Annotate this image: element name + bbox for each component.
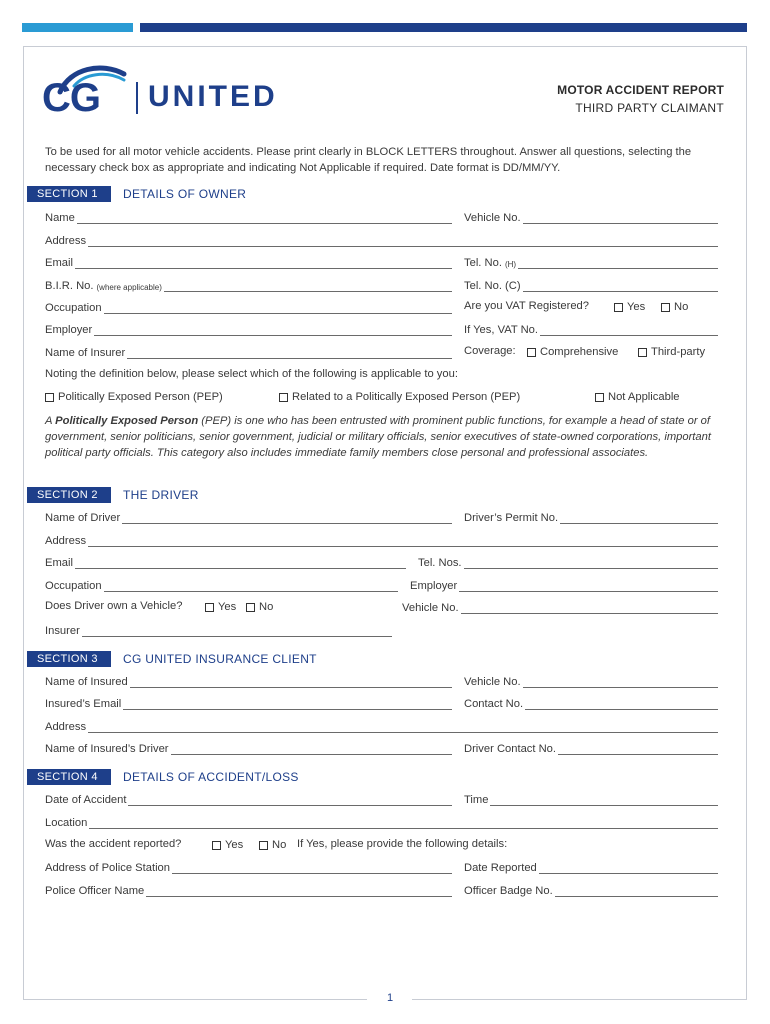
intro-instructions: To be used for all motor vehicle accidents. Please print clearly in BLOCK LETTERS throughout. Answer all questions, selecting the necessary check box as appropriate and indicating Not Applicable if required. Date format is DD/MM/YY. xyxy=(45,146,692,174)
reported-no-box[interactable] xyxy=(259,841,268,850)
logo-divider xyxy=(136,82,138,114)
coverage-comprehensive-checkbox[interactable] xyxy=(527,345,618,359)
pep-option-related-label: Related to a Politically Exposed Person (PEP) xyxy=(292,391,521,403)
driver-occupation-label: Occupation xyxy=(45,580,102,592)
pep-def-rest: (PEP) is one who has been entrusted with prominent public functions, for example a head of state or of government, senior politicians, senior government, judicial or military officials, senior executives of state-owned corporations, important political party officials. This category also includes immediate family members close personal and professional associates. xyxy=(45,415,711,459)
driver-employer-field[interactable] xyxy=(410,578,718,592)
insured-email-label: Insured’s Email xyxy=(45,698,122,710)
driver-email-line[interactable] xyxy=(75,559,406,569)
owner-address-field[interactable] xyxy=(45,233,718,247)
driver-insurer-label: Insurer xyxy=(45,625,80,637)
coverage-third-party-label: Third-party xyxy=(651,346,706,358)
section-4-title: DETAILS OF ACCIDENT/LOSS xyxy=(123,770,299,784)
coverage-third-party-checkbox[interactable] xyxy=(638,345,705,359)
logo-united: UNITED xyxy=(148,80,278,113)
driver-tel-label: Tel. Nos. xyxy=(418,557,462,569)
reported-no-checkbox[interactable] xyxy=(259,838,286,852)
officer-badge-field[interactable] xyxy=(464,883,718,897)
owner-employer-label: Employer xyxy=(45,324,93,336)
officer-badge-label: Officer Badge No. xyxy=(464,885,553,897)
logo-cg: CG xyxy=(42,76,100,120)
driver-email-label: Email xyxy=(45,557,73,569)
owner-vat-no-line[interactable] xyxy=(540,326,718,336)
pep-option-na-label: Not Applicable xyxy=(608,391,680,403)
driver-address-line[interactable] xyxy=(88,537,718,547)
pep-def-bold: Politically Exposed Person xyxy=(55,415,199,427)
owner-email-label: Email xyxy=(45,257,73,269)
pep-option-na-checkbox[interactable] xyxy=(595,390,680,404)
pep-option-related-box[interactable] xyxy=(279,393,288,402)
reported-yes-label: Yes xyxy=(225,839,244,851)
pep-option-pep-box[interactable] xyxy=(45,393,54,402)
accident-time-line[interactable] xyxy=(490,796,718,806)
owner-insurer-field[interactable] xyxy=(45,345,452,359)
owner-tel-c-field[interactable] xyxy=(464,278,718,292)
owner-name-label: Name xyxy=(45,212,75,224)
accident-location-field[interactable] xyxy=(45,815,718,829)
owner-vat-no-label: If Yes, VAT No. xyxy=(464,324,538,336)
driver-employer-label: Employer xyxy=(410,580,458,592)
owner-insurer-label: Name of Insurer xyxy=(45,347,126,359)
driver-address-label: Address xyxy=(45,535,87,547)
owner-tel-h-field[interactable] xyxy=(464,255,718,269)
driver-tel-field[interactable] xyxy=(418,555,718,569)
driver-occupation-line[interactable] xyxy=(104,582,398,592)
driver-name-label: Name of Driver xyxy=(45,512,121,524)
owner-insurer-line[interactable] xyxy=(127,349,452,359)
section-3-tag: SECTION 3 xyxy=(27,651,111,667)
vat-yes-label: Yes xyxy=(627,301,646,313)
accident-date-label: Date of Accident xyxy=(45,794,127,806)
accident-date-line[interactable] xyxy=(128,796,452,806)
pep-option-pep-checkbox[interactable] xyxy=(45,390,223,404)
owner-tel-h-small: (H) xyxy=(504,260,517,269)
insured-driver-name-field[interactable] xyxy=(45,741,452,755)
footer-divider-left xyxy=(23,999,367,1000)
owner-tel-c-label: Tel. No. (C) xyxy=(464,280,521,292)
owner-vehicle-no-label: Vehicle No. xyxy=(464,212,521,224)
owner-name-line[interactable] xyxy=(77,214,452,224)
driver-permit-line[interactable] xyxy=(560,514,718,524)
driver-email-field[interactable] xyxy=(45,555,406,569)
owner-vat-no-field[interactable] xyxy=(464,322,718,336)
insured-email-line[interactable] xyxy=(123,700,452,710)
owner-bir-small: (where applicable) xyxy=(96,283,162,292)
owner-occupation-field[interactable] xyxy=(45,300,452,314)
owner-bir-field[interactable] xyxy=(45,278,452,292)
insured-vehicle-no-label: Vehicle No. xyxy=(464,676,521,688)
section-2-title: THE DRIVER xyxy=(123,488,199,502)
insured-name-line[interactable] xyxy=(130,678,452,688)
police-station-label: Address of Police Station xyxy=(45,862,170,874)
owner-name-field[interactable] xyxy=(45,210,452,224)
accident-date-field[interactable] xyxy=(45,792,452,806)
owner-email-line[interactable] xyxy=(75,259,452,269)
insured-address-label: Address xyxy=(45,721,87,733)
insured-contact-no-line[interactable] xyxy=(525,700,718,710)
page-number: 1 xyxy=(386,992,394,1004)
insured-contact-no-field[interactable] xyxy=(464,696,718,710)
owner-tel-c-line[interactable] xyxy=(523,282,718,292)
insured-driver-contact-field[interactable] xyxy=(464,741,718,755)
driver-name-field[interactable] xyxy=(45,510,452,524)
insured-driver-name-line[interactable] xyxy=(171,745,452,755)
vat-question: Are you VAT Registered? xyxy=(464,300,589,312)
reported-details-prompt: If Yes, please provide the following details: xyxy=(297,838,508,850)
driver-employer-line[interactable] xyxy=(459,582,718,592)
top-accent-bar-light xyxy=(22,23,133,32)
driver-vehicle-no-line[interactable] xyxy=(461,604,718,614)
section-1-tag: SECTION 1 xyxy=(27,186,111,202)
driver-vehicle-no-label: Vehicle No. xyxy=(402,602,459,614)
pep-prompt: Noting the definition below, please select which of the following is applicable to you: xyxy=(45,368,458,380)
pep-option-pep-label: Politically Exposed Person (PEP) xyxy=(58,391,223,403)
driver-own-yes-checkbox[interactable] xyxy=(205,600,236,614)
driver-own-vehicle-question: Does Driver own a Vehicle? xyxy=(45,600,183,612)
report-subtitle: THIRD PARTY CLAIMANT xyxy=(575,101,724,115)
driver-permit-label: Driver’s Permit No. xyxy=(464,512,559,524)
owner-occupation-line[interactable] xyxy=(104,304,452,314)
vat-no-label: No xyxy=(674,301,689,313)
insured-driver-contact-label: Driver Contact No. xyxy=(464,743,557,755)
owner-email-field[interactable] xyxy=(45,255,452,269)
top-accent-bar-dark xyxy=(140,23,747,32)
owner-bir-line[interactable] xyxy=(164,282,452,292)
driver-tel-line[interactable] xyxy=(464,559,718,569)
police-officer-name-line[interactable] xyxy=(146,887,452,897)
insured-name-field[interactable] xyxy=(45,674,452,688)
insured-driver-name-label: Name of Insured’s Driver xyxy=(45,743,169,755)
accident-reported-question: Was the accident reported? xyxy=(45,838,182,850)
insured-address-line[interactable] xyxy=(88,723,718,733)
footer-divider-right xyxy=(412,999,747,1000)
pep-option-na-box[interactable] xyxy=(595,393,604,402)
owner-address-line[interactable] xyxy=(88,237,718,247)
insured-address-field[interactable] xyxy=(45,719,718,733)
officer-badge-line[interactable] xyxy=(555,887,718,897)
accident-location-line[interactable] xyxy=(89,819,718,829)
coverage-third-party-box[interactable] xyxy=(638,348,647,357)
section-4-tag: SECTION 4 xyxy=(27,769,111,785)
driver-vehicle-no-field[interactable] xyxy=(402,600,718,614)
driver-insurer-field[interactable] xyxy=(45,623,392,637)
cg-united-logo xyxy=(40,62,300,122)
vat-yes-checkbox[interactable] xyxy=(614,300,645,314)
driver-own-no-checkbox[interactable] xyxy=(246,600,273,614)
police-officer-name-label: Police Officer Name xyxy=(45,885,145,897)
coverage-comprehensive-label: Comprehensive xyxy=(540,346,619,358)
driver-own-no-box[interactable] xyxy=(246,603,255,612)
owner-tel-h-line[interactable] xyxy=(518,259,718,269)
driver-own-no-label: No xyxy=(259,601,274,613)
insured-driver-contact-line[interactable] xyxy=(558,745,718,755)
insured-contact-no-label: Contact No. xyxy=(464,698,524,710)
vat-no-box[interactable] xyxy=(661,303,670,312)
driver-occupation-field[interactable] xyxy=(45,578,398,592)
section-2-tag: SECTION 2 xyxy=(27,487,111,503)
insured-email-field[interactable] xyxy=(45,696,452,710)
vat-yes-box[interactable] xyxy=(614,303,623,312)
owner-bir-label: B.I.R. No. xyxy=(45,280,94,292)
driver-insurer-line[interactable] xyxy=(82,627,392,637)
section-3-title: CG UNITED INSURANCE CLIENT xyxy=(123,652,317,666)
date-reported-line[interactable] xyxy=(539,864,718,874)
police-officer-name-field[interactable] xyxy=(45,883,452,897)
coverage-label: Coverage: xyxy=(464,345,516,357)
pep-option-related-checkbox[interactable] xyxy=(279,390,520,404)
police-station-line[interactable] xyxy=(172,864,452,874)
date-reported-field[interactable] xyxy=(464,860,718,874)
section-1-title: DETAILS OF OWNER xyxy=(123,187,247,201)
driver-permit-field[interactable] xyxy=(464,510,718,524)
owner-employer-line[interactable] xyxy=(94,326,452,336)
owner-employer-field[interactable] xyxy=(45,322,452,336)
owner-vehicle-no-line[interactable] xyxy=(523,214,718,224)
reported-yes-box[interactable] xyxy=(212,841,221,850)
reported-no-label: No xyxy=(272,839,287,851)
driver-name-line[interactable] xyxy=(122,514,452,524)
accident-time-field[interactable] xyxy=(464,792,718,806)
insured-vehicle-no-line[interactable] xyxy=(523,678,718,688)
pep-def-lead: A xyxy=(45,415,53,427)
pep-definition xyxy=(45,413,735,461)
driver-own-yes-box[interactable] xyxy=(205,603,214,612)
insured-name-label: Name of Insured xyxy=(45,676,128,688)
date-reported-label: Date Reported xyxy=(464,862,537,874)
vat-no-checkbox[interactable] xyxy=(661,300,688,314)
report-title: MOTOR ACCIDENT REPORT xyxy=(557,83,724,97)
police-station-field[interactable] xyxy=(45,860,452,874)
owner-vehicle-no-field[interactable] xyxy=(464,210,718,224)
accident-location-label: Location xyxy=(45,817,88,829)
owner-address-label: Address xyxy=(45,235,87,247)
accident-time-label: Time xyxy=(464,794,489,806)
owner-occupation-label: Occupation xyxy=(45,302,102,314)
driver-own-yes-label: Yes xyxy=(218,601,237,613)
owner-tel-h-label: Tel. No. xyxy=(464,257,502,269)
coverage-comprehensive-box[interactable] xyxy=(527,348,536,357)
driver-address-field[interactable] xyxy=(45,533,718,547)
reported-yes-checkbox[interactable] xyxy=(212,838,243,852)
insured-vehicle-no-field[interactable] xyxy=(464,674,718,688)
